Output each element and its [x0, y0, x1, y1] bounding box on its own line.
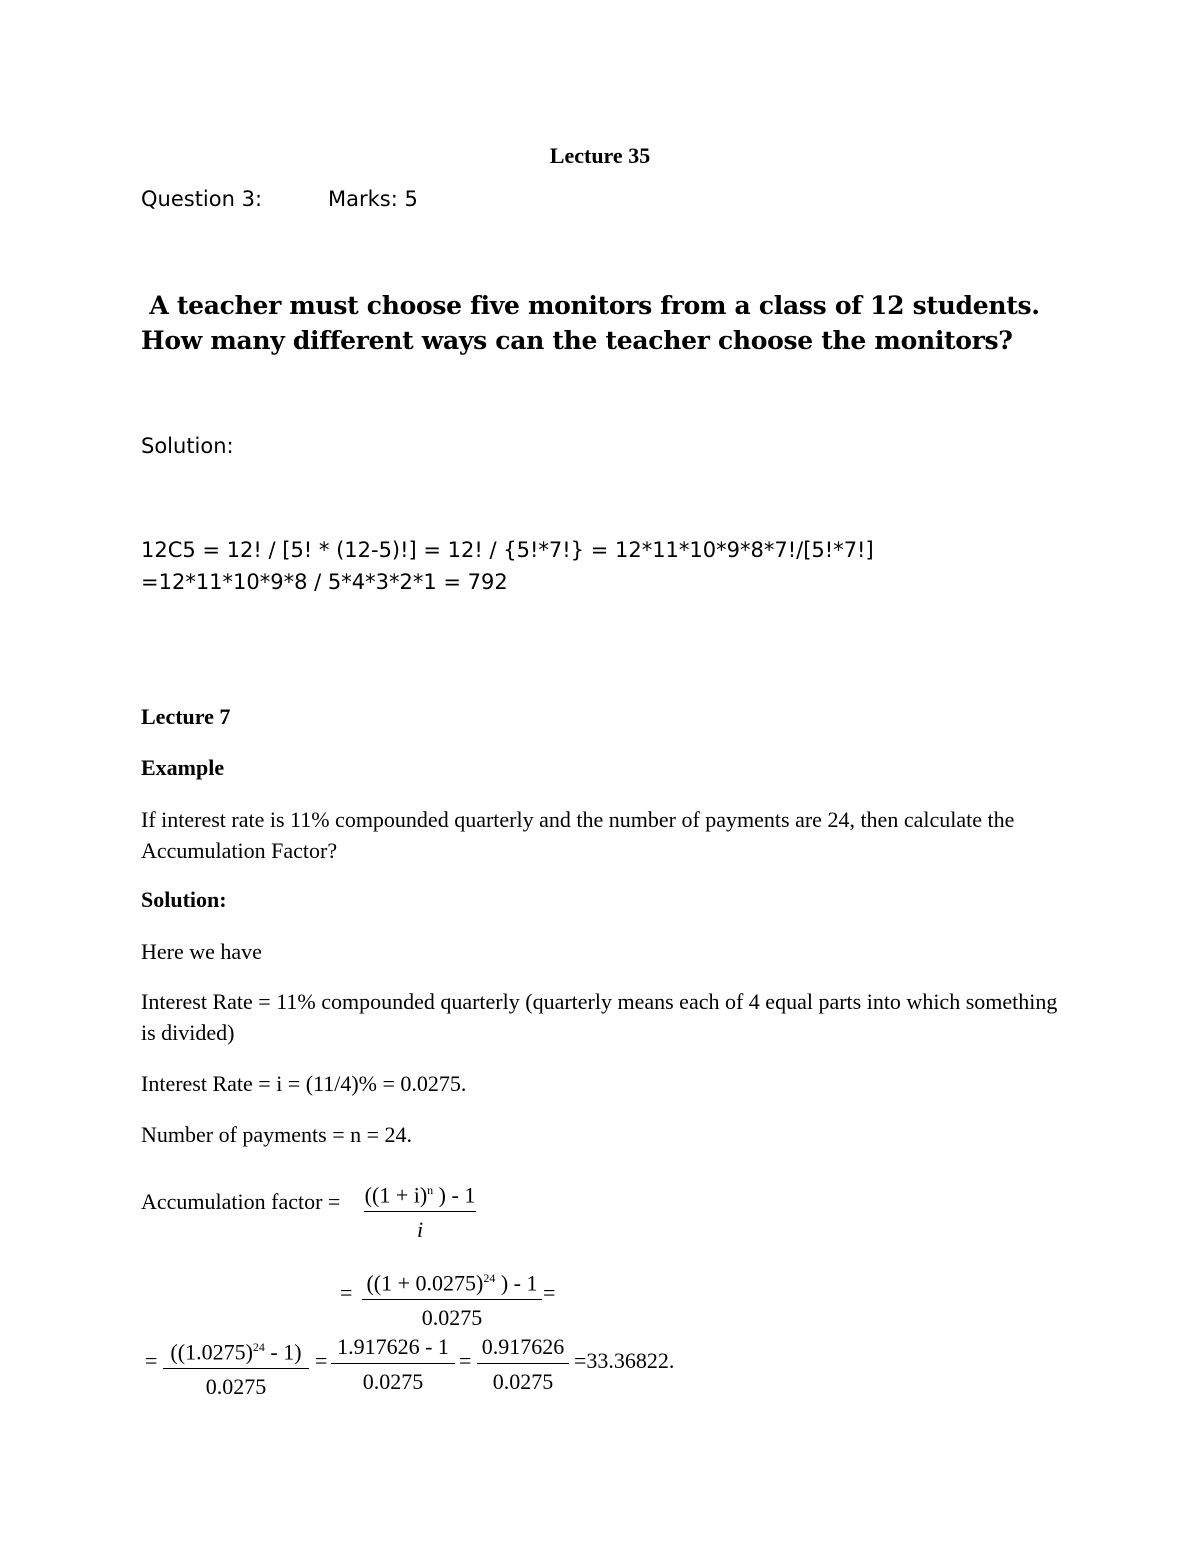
calculation-line-2: =12*11*10*9*8 / 5*4*3*2*1 = 792 — [141, 570, 508, 594]
step3-fraction — [163, 1333, 309, 1401]
problem-text: If interest rate is 11% compounded quarterly and the number of payments are 24, then calculate the Accumulation Factor? — [141, 807, 1015, 863]
marks-label: Marks: 5 — [328, 187, 418, 211]
interest-rate-line: Interest Rate = 11% compounded quarterly (quarterly means each of 4 equal parts into which something is divided) — [141, 989, 1058, 1045]
step2-fraction — [362, 1264, 542, 1332]
fraction-bar — [477, 1363, 569, 1364]
lecture-7-title: Lecture 7 — [141, 704, 231, 729]
step5-numerator: 0.917626 — [481, 1334, 565, 1359]
step2-denominator: 0.0275 — [421, 1305, 483, 1331]
step3-numerator: $((1.0275)^{24} - 1)$ — [170, 1339, 302, 1365]
fraction-bar — [362, 1299, 542, 1300]
af-label: Accumulation factor = — [141, 1189, 341, 1214]
formula-numerator: ($(1 + i)^n$ ) - 1 — [364, 1182, 476, 1208]
step5-denominator: 0.0275 — [492, 1369, 554, 1394]
solution-label-35: Solution: — [141, 434, 234, 458]
equals-sign: = — [145, 1348, 158, 1373]
formula-fraction — [364, 1176, 476, 1244]
question-label: Question 3: — [141, 187, 263, 211]
step3-denominator: 0.0275 — [205, 1374, 267, 1400]
result-value: =33.36822. — [574, 1348, 675, 1373]
fraction-bar — [364, 1211, 476, 1212]
step4-fraction — [331, 1333, 455, 1396]
equals-sign: = — [340, 1280, 353, 1305]
calculation — [141, 534, 874, 598]
step2-numerator: ($(1 + 0.0275)^{24}$ ) - 1 — [366, 1270, 538, 1296]
lecture-35-title: Lecture 35 — [549, 143, 651, 168]
equals-sign: = — [459, 1348, 472, 1373]
equals-sign: = — [315, 1348, 328, 1373]
here-we-have: Here we have — [141, 939, 262, 964]
formula-denominator: i — [416, 1217, 424, 1243]
equals-sign: = — [543, 1280, 556, 1305]
i-line: Interest Rate = i = (11/4)% = 0.0275. — [141, 1071, 467, 1096]
example-label: Example — [141, 755, 225, 780]
calculation-line-1: 12C5 = 12! / [5! * (12-5)!] = 12! / {5!*7!} = 12*11*10*9*8*7!/[5!*7!] — [141, 538, 874, 562]
fraction-bar — [331, 1363, 455, 1364]
question-text: A teacher must choose five monitors from a class of 12 students. How many different ways can the teacher choose the monitors? — [141, 291, 1040, 355]
step5-fraction — [477, 1333, 569, 1396]
step4-denominator: 0.0275 — [362, 1369, 424, 1394]
solution-label-7: Solution: — [141, 887, 227, 912]
n-line: Number of payments = n = 24. — [141, 1122, 413, 1147]
fraction-bar — [163, 1368, 309, 1369]
step4-numerator: 1.917626 - 1 — [337, 1334, 449, 1359]
